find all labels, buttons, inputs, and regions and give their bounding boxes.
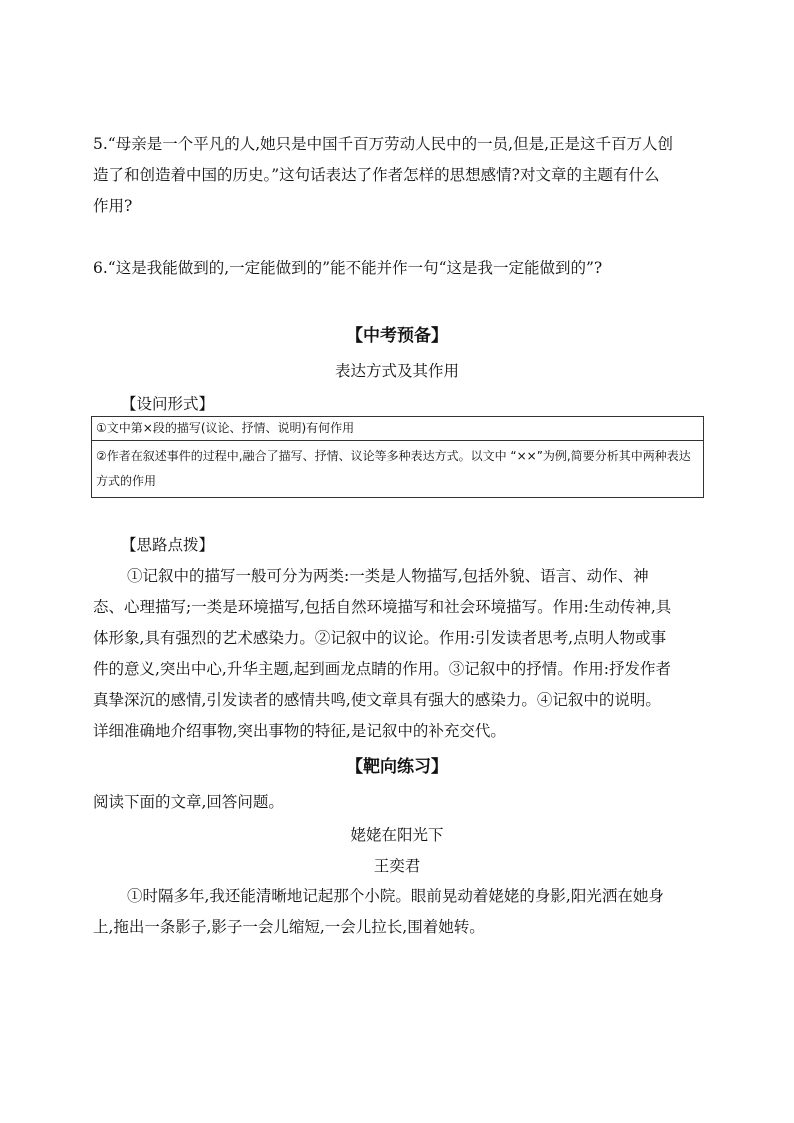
paragraph-line: ①时隔多年,我还能清晰地记起那个小院。眼前晃动着姥姥的身影,阳光洒在她身	[127, 887, 664, 905]
form-row-1: ①文中第×段的描写(议论、抒情、说明)有何作用	[92, 417, 704, 441]
q5-line-2: 造了和创造着中国的历史。”这句话表达了作者怎样的思想感情?对文章的主题有什么	[93, 166, 660, 184]
question-6: 6.“这是我能做到的,一定能做到的”能不能并作一句“这是我一定能做到的”?	[93, 259, 603, 277]
section-title-practice: 【靶向练习】	[346, 757, 448, 777]
hint-line: ①记叙中的描写一般可分为两类:一类是人物描写,包括外貌、语言、动作、神	[127, 567, 649, 585]
article-author: 王奕君	[373, 857, 421, 875]
hint-label: 【思路点拨】	[121, 536, 215, 554]
section-subtitle: 表达方式及其作用	[334, 362, 459, 380]
hint-line: 件的意义,突出中心,升华主题,起到画龙点睛的作用。③记叙中的抒情。作用:抒发作者	[93, 660, 672, 678]
form-row-2: ②作者在叙述事件的过程中,融合了描写、抒情、议论等多种表达方式。以文中 “××”为例,简要分析其中两种表达方式的作用	[92, 441, 704, 498]
question-form-table	[91, 416, 704, 498]
hint-line: 真挚深沉的感情,引发读者的感情共鸣,使文章具有强大的感染力。④记叙中的说明。	[93, 691, 661, 709]
form-label: 【设问形式】	[121, 395, 215, 413]
hint-line: 详细准确地介绍事物,突出事物的特征,是记叙中的补充交代。	[93, 722, 506, 740]
q5-line-1: 5.“母亲是一个平凡的人,她只是中国千百万劳动人民中的一员,但是,正是这千百万人创	[93, 135, 673, 153]
hint-line: 体形象,具有强烈的艺术感染力。②记叙中的议论。作用:引发读者思考,点明人物或事	[93, 629, 667, 647]
hint-line: 态、心理描写;一类是环境描写,包括自然环境描写和社会环境描写。作用:生动传神,具	[93, 598, 672, 616]
q5-line-3: 作用?	[93, 197, 133, 215]
paragraph-line: 上,拖出一条影子,影子一会儿缩短,一会儿拉长,围着她转。	[93, 918, 485, 936]
reading-instruction: 阅读下面的文章,回答问题。	[93, 793, 284, 811]
section-title-exam-prep: 【中考预备】	[346, 326, 448, 346]
article-title: 姥姥在阳光下	[350, 826, 444, 844]
